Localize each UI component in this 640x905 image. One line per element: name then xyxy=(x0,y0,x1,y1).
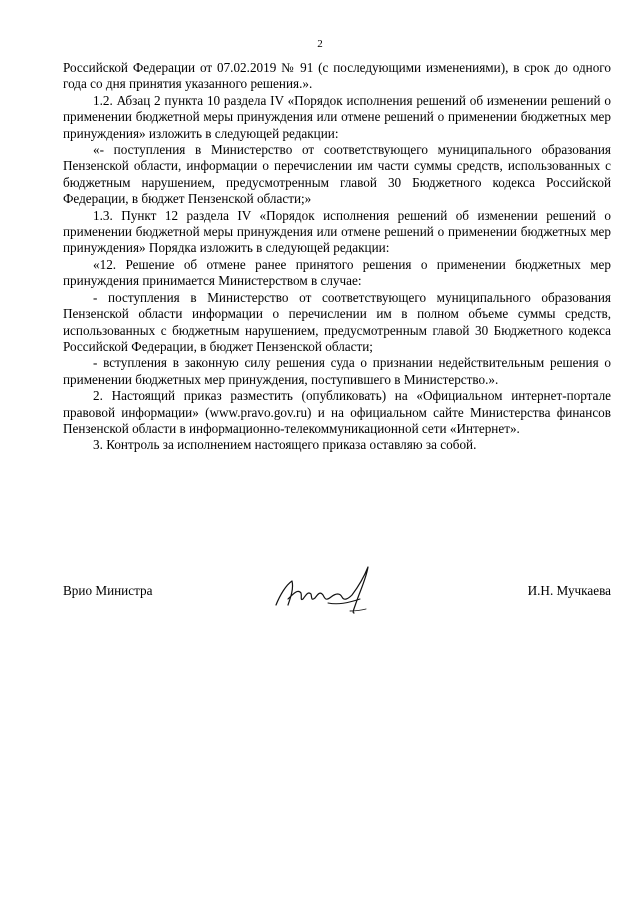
signatory-position: Врио Министра xyxy=(63,583,153,598)
paragraph: 1.3. Пункт 12 раздела IV «Порядок исполнения решений об изменении решений о применении бюджетной меры принуждения или отмене решений о применении бюджетных мер принуждения» Порядка изложить в следующей редакции: xyxy=(63,207,611,256)
handwritten-signature xyxy=(268,559,398,619)
paragraph: 1.2. Абзац 2 пункта 10 раздела IV «Порядок исполнения решений об изменении решений о применении бюджетной меры принуждения или отмене решений о применении бюджетных мер принуждения» изложить в следующей редакции: xyxy=(63,92,611,141)
page-number: 2 xyxy=(317,38,323,50)
paragraph: «12. Решение об отмене ранее принятого решения о применении бюджетных мер принуждения принимается Министерством в случае: xyxy=(63,256,611,289)
signatory-name: И.Н. Мучкаева xyxy=(527,583,611,598)
paragraph: - вступления в законную силу решения суда о признании недействительным решения о применении бюджетных мер принуждения, поступившего в Министерство.». xyxy=(63,355,611,387)
signature-block xyxy=(63,579,611,619)
paragraph: 2. Настоящий приказ разместить (опубликовать) на «Официальном интернет-портале правовой информации» (www.pravo.gov.ru) и на официальном сайте Министерства финансов Пензенской области в информационно-телекоммуникационной сети «Интернет». xyxy=(63,388,611,436)
paragraph: - поступления в Министерство от соответствующего муниципального образования Пензенской области информации о перечислении им в полном объеме суммы средств, использованных с бюджетным нарушением, предусмотренным главой 30 Бюджетного кодекса Российской Федерации, в бюджет Пензенской области; xyxy=(63,289,611,354)
paragraph: «- поступления в Министерство от соответствующего муниципального образования Пензенской области, информации о перечислении им части суммы средств, использованных с бюджетным нарушением, предусмотренным главой 30 Бюджетного кодекса Российской Федерации, в бюджет Пензенской области;» xyxy=(63,142,611,207)
document-body xyxy=(63,60,611,454)
paragraph: 3. Контроль за исполнением настоящего приказа оставляю за собой. xyxy=(93,437,477,453)
paragraph: Российской Федерации от 07.02.2019 № 91 (с последующими изменениями), в срок до одного года со дня принятия указанного решения.». xyxy=(63,60,611,92)
